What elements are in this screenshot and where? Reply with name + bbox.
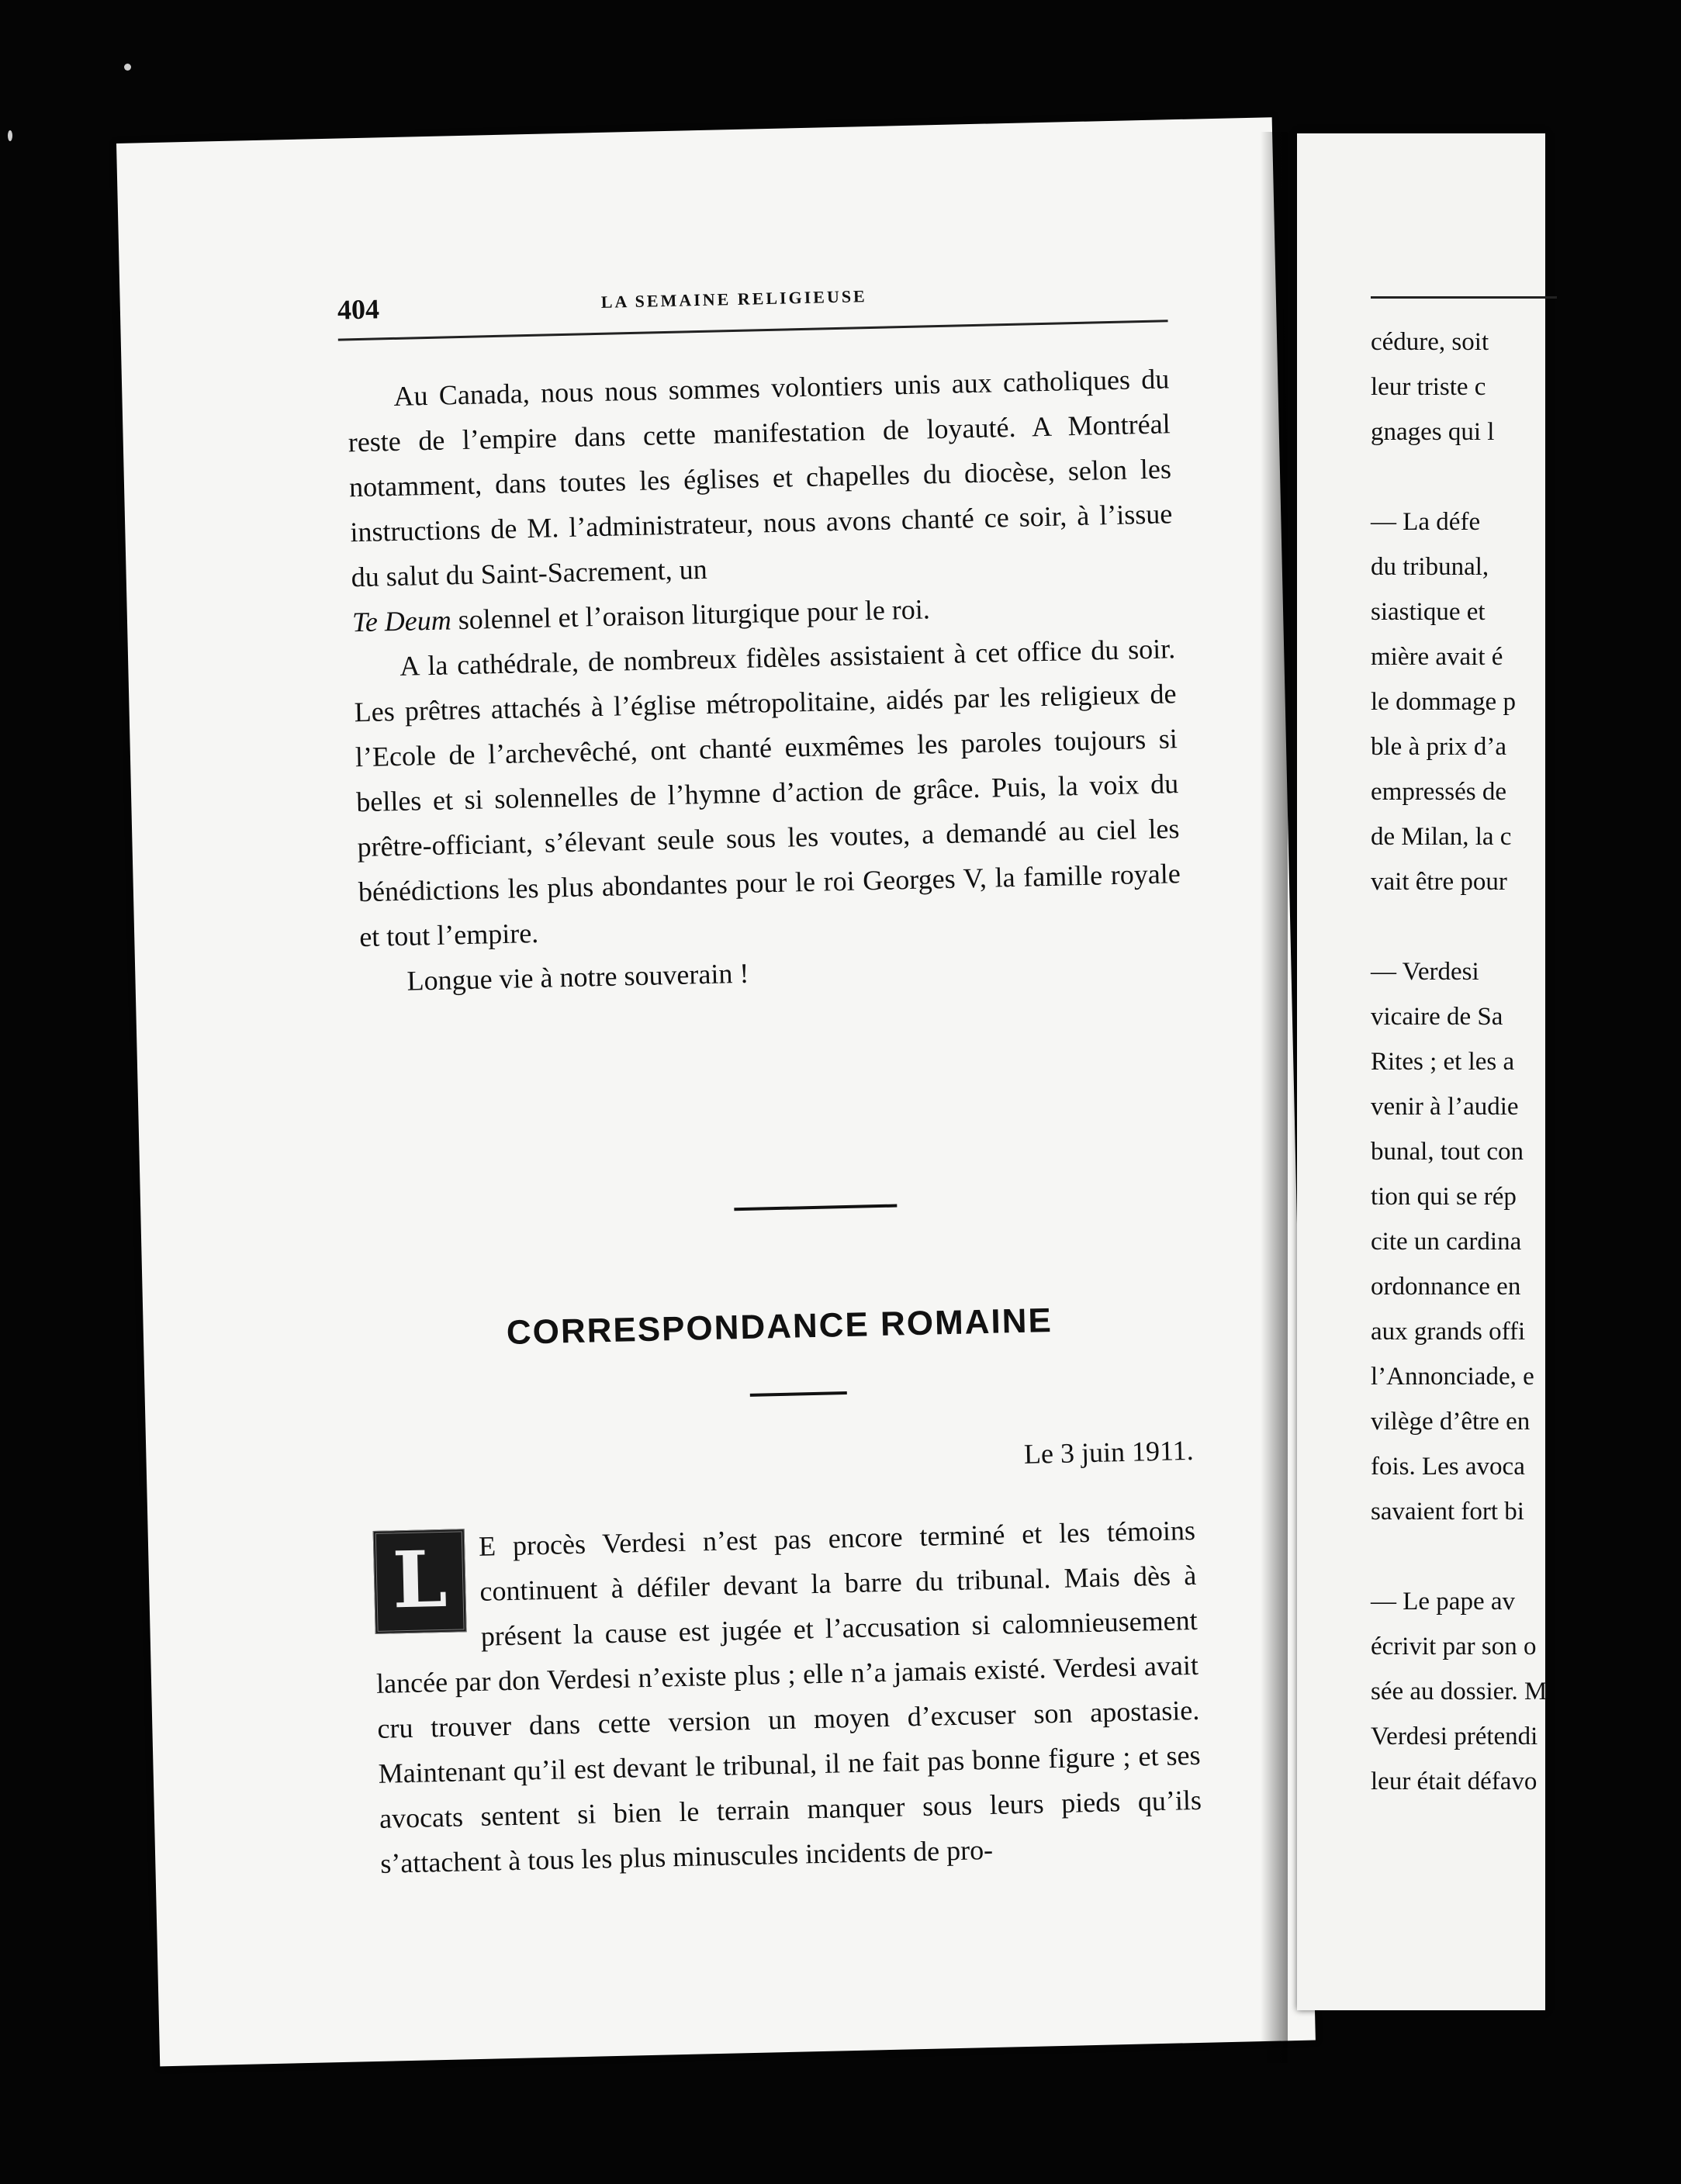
right-page-line: l’Annonciade, e xyxy=(1371,1363,1534,1391)
right-page-line: cite un cardina xyxy=(1371,1228,1522,1256)
right-page-line: venir à l’audie xyxy=(1371,1093,1519,1121)
right-page-line: fois. Les avoca xyxy=(1371,1453,1525,1481)
right-page-line: empressés de xyxy=(1371,778,1507,806)
right-page-line: leur était défavo xyxy=(1371,1768,1537,1795)
right-page-text xyxy=(1371,320,1681,1804)
right-page-line: ordonnance en xyxy=(1371,1273,1521,1301)
right-page-line: bunal, tout con xyxy=(1371,1138,1524,1166)
section-title: CORRESPONDANCE ROMAINE xyxy=(506,1301,1053,1352)
journal-title: LA SEMAINE RELIGIEUSE xyxy=(600,286,867,312)
right-page-line: écrivit par son o xyxy=(1371,1633,1537,1660)
right-page-line: vait être pour xyxy=(1371,868,1507,896)
right-page-line: savaient fort bi xyxy=(1371,1498,1524,1526)
letter-text: E procès Verdesi n’est pas encore terminé et les témoins continuent à défiler devant la barre du tribunal. Mais dès à présent la cause est jugée et l’accusation si calomnieusement lancée par don Verdesi n’existe plus ; elle n’a jamais existé. Verdesi avait cru trouver dans cette version un moyen d’excuser son apostasie. Maintenant qu’il est devant le tribunal, il ne fait pas bonne figure ; et ses avocats sentent si bien le terrain manquer sous leurs pieds qu’ils s’attachent à tous les plus minuscules incidents de pro- xyxy=(375,1514,1202,1879)
right-page-line: — La défe xyxy=(1371,508,1481,536)
closing-line: Longue vie à notre souverain ! xyxy=(406,957,749,997)
right-page-line: Verdesi prétendi xyxy=(1371,1723,1538,1750)
right-page-line xyxy=(1371,1534,1681,1579)
right-page-line: siastique et xyxy=(1371,598,1486,626)
paragraph: A la cathédrale, de nombreux fidèles assistaient à cet office du soir. Les prêtres attachés à l’église métropolitaine, aidés par les religieux de l’Ecole de l’archevêché, ont chanté euxmêmes les paroles toujours si belles et si solennelles de l’hymne d’action de grâce. Puis, la voix du prêtre-officiant, s’élevant seule sous les voutes, a demandé au ciel les bénédictions les plus abondantes pour le roi Georges V, la famille royale et tout l’empire. xyxy=(354,633,1181,953)
right-page-line: du tribunal, xyxy=(1371,553,1489,581)
right-page-line: vicaire de Sa xyxy=(1371,1003,1503,1031)
right-page-line: leur triste c xyxy=(1371,373,1486,401)
right-page-line: cédure, soit xyxy=(1371,328,1489,356)
header-rule xyxy=(338,320,1168,340)
te-deum-continuation: solennel et l’oraison liturgique pour le roi. xyxy=(451,593,931,636)
body-text xyxy=(347,356,1183,1004)
section-divider xyxy=(734,1204,897,1211)
letter-body xyxy=(373,1508,1203,1886)
right-page-line: gnages qui l xyxy=(1371,418,1495,446)
right-header-rule xyxy=(1371,296,1557,299)
right-page-line: sée au dossier. M xyxy=(1371,1678,1548,1705)
right-page-line: tion qui se rép xyxy=(1371,1183,1517,1211)
dateline: Le 3 juin 1911. xyxy=(1023,1434,1195,1470)
page-number: 404 xyxy=(337,293,380,326)
right-page-line: — Le pape av xyxy=(1371,1588,1515,1616)
title-underline xyxy=(750,1391,847,1397)
left-page xyxy=(116,117,1316,2066)
drop-cap: L xyxy=(373,1529,467,1634)
right-page-line: Rites ; et les a xyxy=(1371,1048,1515,1076)
gutter-shadow xyxy=(1261,132,1288,2063)
running-head xyxy=(337,275,1167,340)
dust-speck xyxy=(124,64,131,71)
right-page-line: aux grands offi xyxy=(1371,1318,1526,1346)
right-page-line: de Milan, la c xyxy=(1371,823,1512,851)
right-page-line xyxy=(1371,454,1681,499)
right-page-line: mière avait é xyxy=(1371,643,1503,671)
right-page-line xyxy=(1371,904,1681,949)
te-deum: Te Deum xyxy=(351,604,452,638)
right-page xyxy=(1297,133,1548,2010)
right-page-line: vilège d’être en xyxy=(1371,1408,1531,1436)
paragraph: Au Canada, nous nous sommes volontiers unis aux catholiques du reste de l’empire dans cette manifestation de loyauté. A Montréal notamment, dans toutes les églises et chapelles du diocèse, selon les instructions de M. l’administrateur, nous avons chanté ce soir, à l’issue du salut du Saint-Sacrement, un xyxy=(348,363,1173,593)
dust-speck xyxy=(8,130,12,141)
right-page-line: — Verdesi xyxy=(1371,958,1479,986)
right-page-line: ble à prix d’a xyxy=(1371,733,1507,761)
right-page-line: le dommage p xyxy=(1371,688,1516,716)
